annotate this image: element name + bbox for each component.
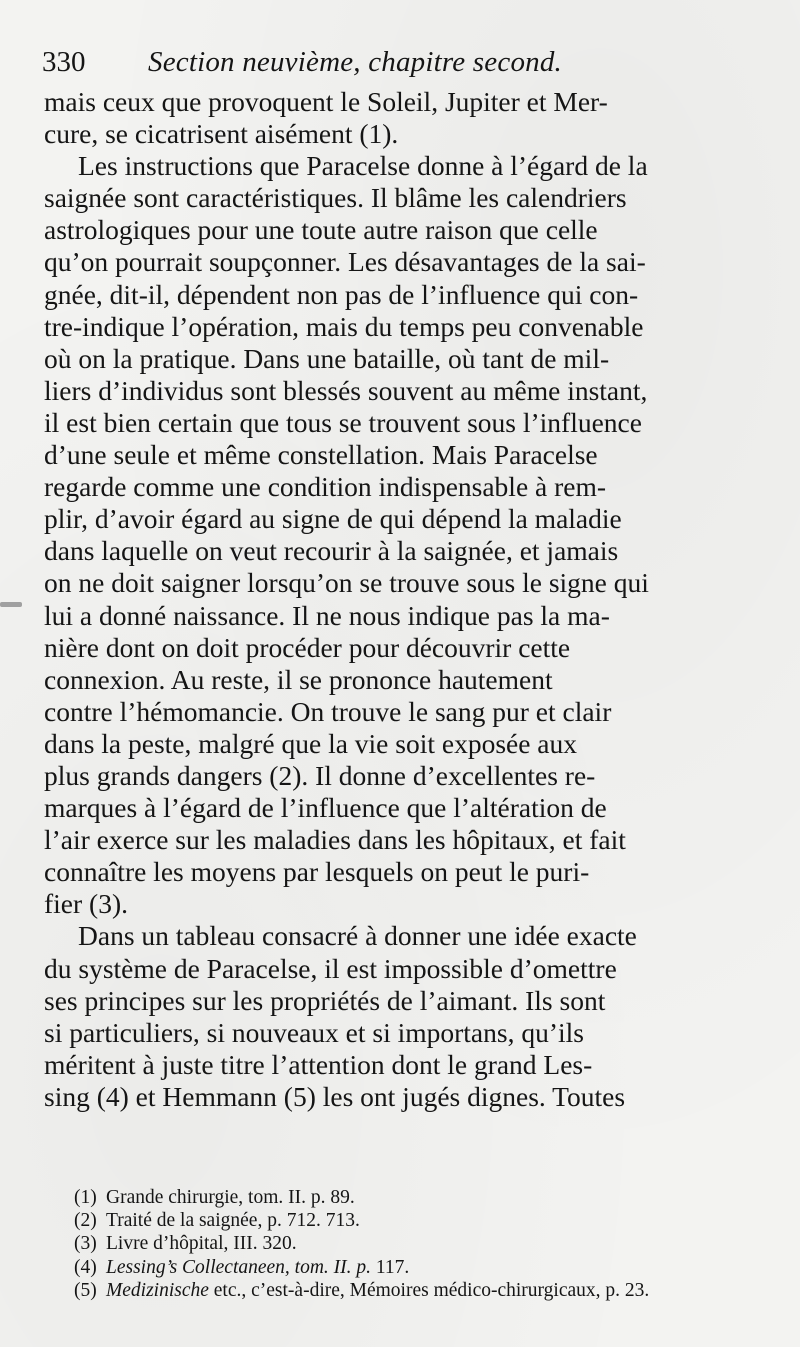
text-line: dans laquelle on veut recourir à la saignée, et jamais — [44, 535, 619, 567]
text-line: contre l’hémomancie. On trouve le sang pur et clair — [44, 695, 612, 727]
footnote-number: (5) — [74, 1279, 97, 1301]
text-line: nière dont on doit procéder pour découvrir cette — [44, 631, 571, 663]
text-line: il est bien certain que tous se trouvent sous l’influence — [44, 406, 642, 438]
text-line: plir, d’avoir égard au signe de qui dépend la maladie — [44, 503, 622, 535]
footnote-text-italic: Lessing’s Collectaneen, tom. II. p. — [106, 1256, 372, 1278]
text-line: Les instructions que Paracelse donne à l’égard de la — [78, 150, 648, 182]
text-line: cure, se cicatrisent aisément (1). — [44, 118, 399, 150]
text-line: lui a donné naissance. Il ne nous indique pas la ma- — [44, 599, 610, 631]
footnote-text: etc., c’est-à-dire, Mémoires médico-chirurgicaux, p. 23. — [208, 1279, 650, 1301]
footnote-number: (3) — [74, 1233, 97, 1255]
page-number: 330 — [42, 46, 86, 78]
text-line: où on la pratique. Dans une bataille, où tant de mil- — [44, 342, 610, 374]
text-line: astrologiques pour une toute autre raison que celle — [44, 214, 598, 246]
text-line: regarde comme une condition indispensable à rem- — [44, 471, 607, 503]
footnote — [74, 1279, 788, 1302]
text-line: connaître les moyens par lesquels on peut le puri- — [44, 856, 590, 888]
footnote — [74, 1209, 788, 1232]
footnotes — [74, 1186, 788, 1302]
text-line: liers d’individus sont blessés souvent au même instant, — [44, 374, 648, 406]
footnote-number: (2) — [74, 1210, 97, 1232]
footnote — [74, 1186, 788, 1209]
text-line: plus grands dangers (2). Il donne d’excellentes re- — [44, 759, 596, 791]
text-line: sing (4) et Hemmann (5) les ont jugés dignes. Toutes — [44, 1080, 626, 1112]
footnote — [74, 1256, 788, 1279]
text-line: dans la peste, malgré que la vie soit exposée aux — [44, 727, 578, 759]
text-line: Dans un tableau consacré à donner une idée exacte — [78, 920, 637, 952]
text-line: gnée, dit-il, dépendent non pas de l’influence qui con- — [44, 278, 639, 310]
text-line: fier (3). — [44, 888, 128, 920]
footnote-text: 117. — [371, 1256, 410, 1278]
body-text — [44, 86, 792, 1113]
page-header — [42, 42, 782, 82]
running-head: Section neuvième, chapitre second. — [148, 46, 562, 78]
text-line: saignée sont caractéristiques. Il blâme les calendriers — [44, 182, 627, 214]
footnote-text: Livre d’hôpital, III. 320. — [106, 1233, 297, 1255]
footnote-text-italic: Medizinische — [106, 1279, 209, 1301]
footnote-text: Grande chirurgie, tom. II. p. 89. — [106, 1187, 355, 1208]
footnote-text: Traité de la saignée, p. 712. 713. — [106, 1210, 360, 1232]
text-line: on ne doit saigner lorsqu’on se trouve sous le signe qui — [44, 567, 649, 599]
text-line: tre-indique l’opération, mais du temps peu convenable — [44, 310, 644, 342]
footnote — [74, 1232, 788, 1255]
text-line: méritent à juste titre l’attention dont le grand Les- — [44, 1048, 593, 1080]
text-line: si particuliers, si nouveaux et si importans, qu’ils — [44, 1016, 584, 1048]
text-line: ses principes sur les propriétés de l’aimant. Ils sont — [44, 984, 606, 1016]
text-line: mais ceux que provoquent le Soleil, Jupiter et Mer- — [44, 86, 608, 117]
text-line: du système de Paracelse, il est impossible d’omettre — [44, 952, 617, 984]
text-line: d’une seule et même constellation. Mais Paracelse — [44, 439, 598, 471]
footnote-number: (1) — [74, 1187, 97, 1208]
text-line: connexion. Au reste, il se prononce hautement — [44, 663, 553, 695]
text-line: marques à l’égard de l’influence que l’altération de — [44, 792, 607, 824]
text-line: qu’on pourrait soupçonner. Les désavantages de la sai- — [44, 246, 646, 278]
text-line: l’air exerce sur les maladies dans les hôpitaux, et fait — [44, 824, 626, 856]
footnote-number: (4) — [74, 1256, 97, 1278]
margin-mark — [0, 602, 22, 607]
